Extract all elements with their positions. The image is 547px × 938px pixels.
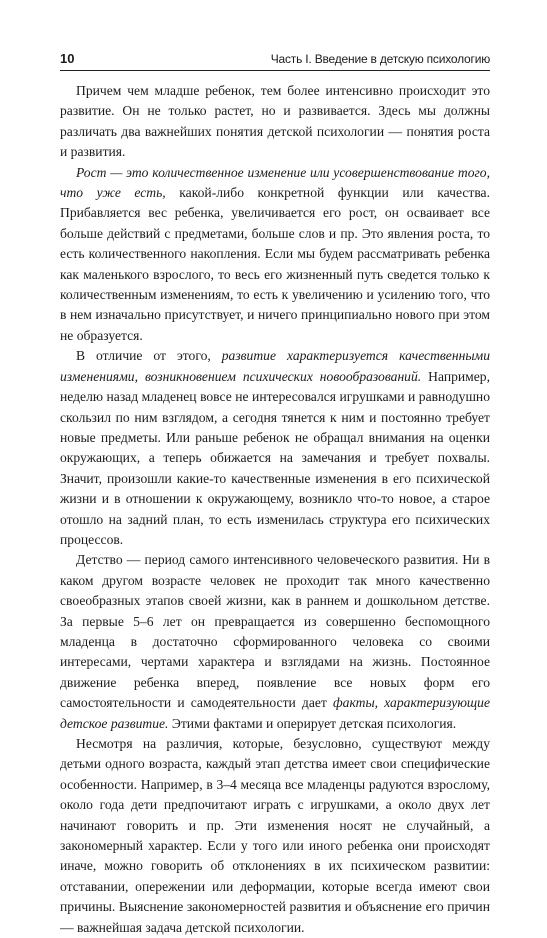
italic-text: Рост — это количественное изменение или усовершенствование того, что уже есть,: [60, 164, 490, 201]
text-run: Несмотря на различия, которые, безусловно, существуют между детьми одного возраста, каждый этап детства имеет свои специфические особенности. Например, в 3–4 месяца все младенцы радуются взрослому, около года дети предпочитают играть с игрушками, а около двух лет начинают говорить и пр. Эти изменения носят не случайный, а закономерный характер. Если у того или иного ребенка они происходят иначе, можно говорить об отклонениях в их психическом развитии: отставании, опережении или деформации, которые всегда имеют свои причины. Выяснение закономерностей развития и объяснение его причин — важнейшая задача детской психологии.: [60, 736, 490, 935]
text-run: Этими фактами и оперирует детская психология.: [168, 715, 457, 731]
paragraph: [60, 346, 490, 550]
text-run: Причем чем младше ребенок, тем более интенсивно происходит это развитие. Он не только растет, но и развивается. Здесь мы должны различать два важнейших понятия детской психологии — понятия роста и развития.: [60, 83, 490, 160]
page-number: 10: [60, 51, 75, 66]
italic-text: развитие характеризуется качественными изменениями, возникновением психических новообразований.: [60, 348, 490, 384]
paragraph: [60, 734, 490, 938]
text-run: В отличие от этого,: [76, 348, 222, 364]
paragraph: [60, 81, 490, 163]
page-header: [60, 50, 490, 71]
italic-text: факты, характеризующие детское развитие.: [60, 695, 490, 731]
text-run: Детство — период самого интенсивного человеческого развития. Ни в каком другом возрасте человек не проходит так много качественно своеобразных этапов своей жизни, как в раннем и дошкольном детстве. За первые 5–6 лет он превращается из совершенно беспомощного младенца в достаточно сформированного человека со своими интересами, чертами характера и взглядами на жизнь. Постоянное движение ребенка вперед, появление все новых форм его самостоятельности и самодеятельности дает: [60, 552, 490, 711]
running-title: Часть I. Введение в детскую психологию: [270, 52, 490, 66]
text-run: Например, неделю назад младенец вовсе не интересовался игрушками и равнодушно скользил по ним взглядом, а сегодня тянется к ним и постоянно требует новые предметы. Или раньше ребенок не обращал внимания на оценки окружающих, а теперь обижается на замечания и требует похвалы. Значит, произошли какие-то качественные изменения в его психической жизни и в отношении к окружающему, возникло что-то новое, а старое отошло на задний план, то есть изменилась структура его психических процессов.: [60, 368, 490, 547]
body-text: [60, 81, 490, 938]
paragraph: [60, 550, 490, 734]
paragraph: [60, 163, 490, 347]
text-run: какой-либо конкретной функции или качества. Прибавляется вес ребенка, увеличивается его рост, он осваивает все больше действий с предметами, больше слов и пр. Это явления роста, то есть количественного накопления. Если мы будем рассматривать ребенка как маленького взрослого, то весь его жизненный путь сведется только к количественным изменениям, то есть к увеличению и усилению того, что в нем изначально присутствует, и ничего принципиально нового при этом не образуется.: [60, 185, 490, 343]
